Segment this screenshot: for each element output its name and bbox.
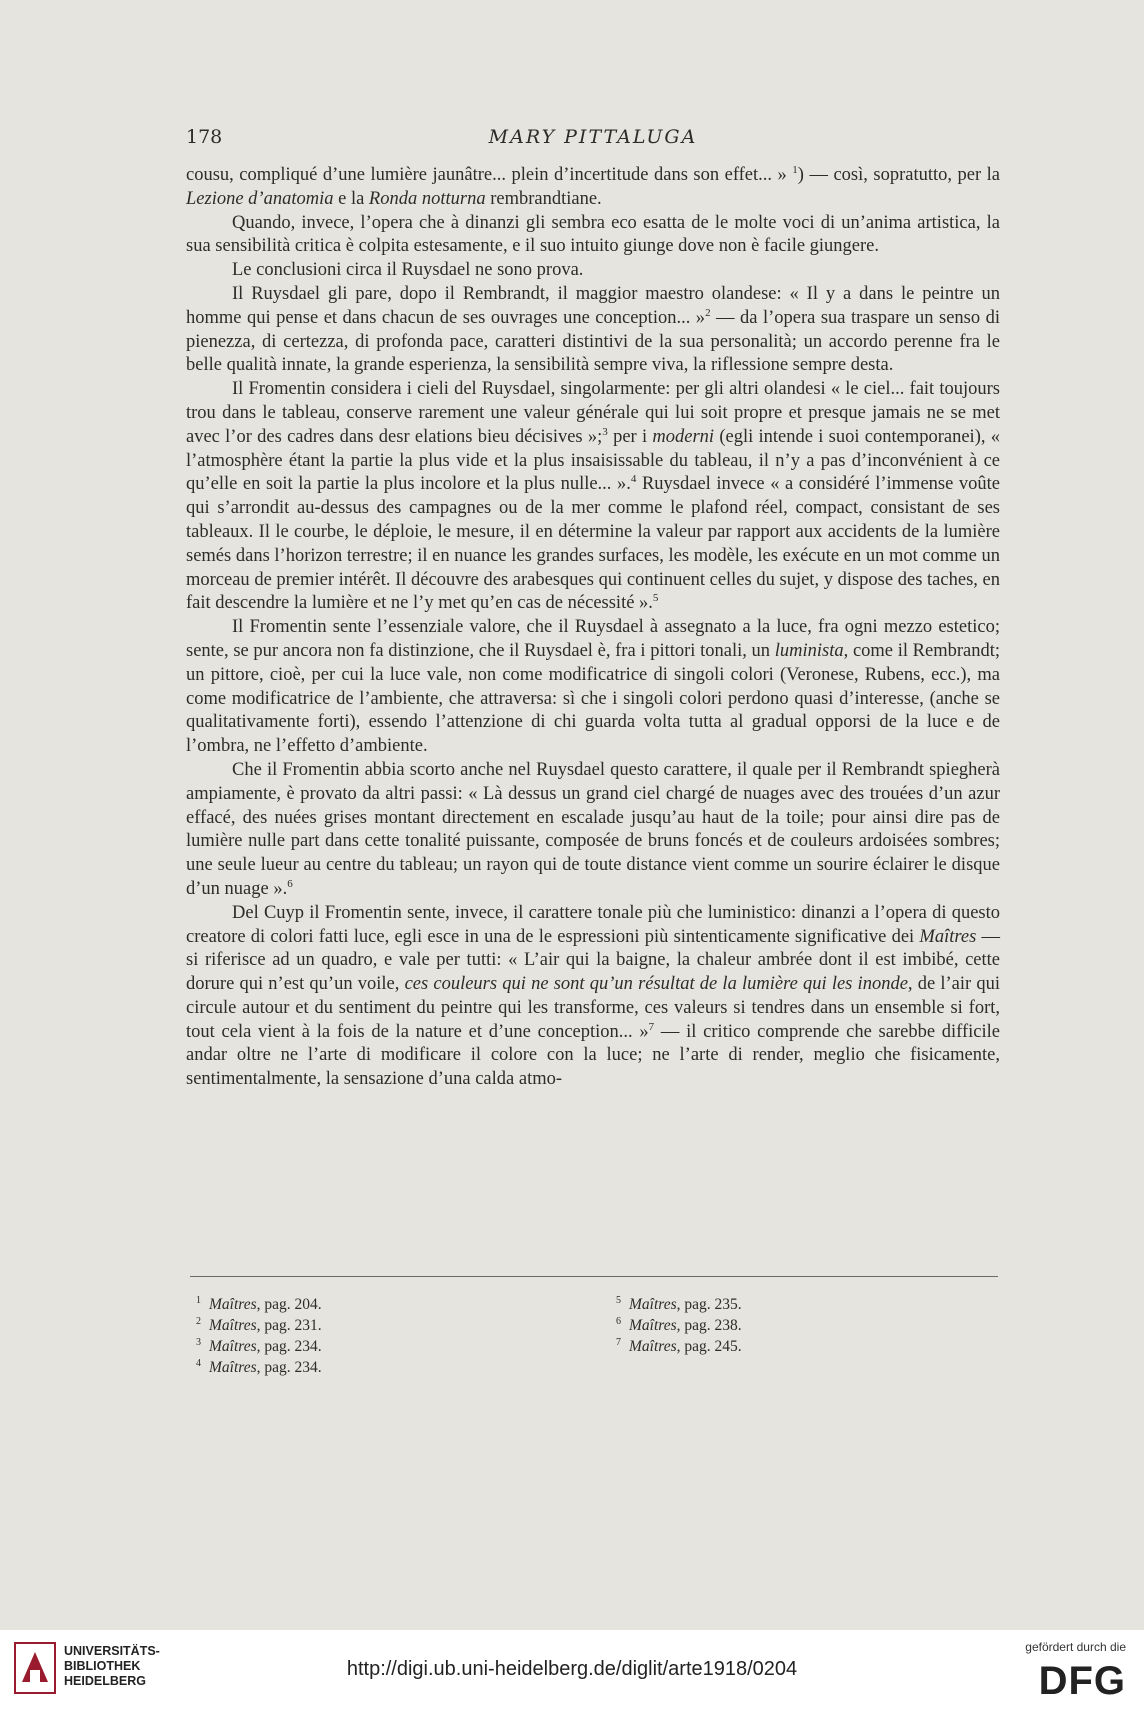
digitization-footer (0, 1630, 1144, 1713)
paragraph (186, 378, 1000, 616)
paragraph (186, 759, 1000, 902)
footnote-divider (190, 1276, 998, 1277)
dfg-logo: DFG (1038, 1659, 1126, 1703)
text-run: — si riferisce ad un quadro, e vale per tutti: « L’air qui la baigne, la chaleur ambrée dont il est imbibé, cette dorure qui n’est qu’un voile, (186, 926, 1001, 995)
footnote-source: Maîtres (629, 1317, 677, 1334)
body-text (186, 164, 1000, 1092)
funding-caption: gefördert durch die (1025, 1640, 1126, 1654)
footnote-number: 3 (196, 1336, 201, 1348)
footnote-ref: , pag. 235. (676, 1296, 742, 1313)
footnote-marker: 4 (630, 473, 637, 486)
footnote-source: Maîtres (209, 1338, 257, 1355)
page-number: 178 (186, 126, 223, 148)
footnote-ref: , pag. 204. (256, 1296, 322, 1313)
italic-text: Maîtres (919, 926, 977, 947)
text-run: de l’air qui circule autour et du sentiment du peintre qui les transforme, ces valeurs si tendres dans un ensemble si fort, tout cela vient à la fois de la nature et d’une conception... » (186, 974, 1000, 1042)
italic-text: luminista (774, 640, 844, 661)
footnote (196, 1294, 576, 1315)
footnote (616, 1315, 996, 1336)
paragraph (186, 283, 1000, 378)
text-run: , come il Rembrandt; un pittore, cioè, per cui la luce vale, non come modificatrice di singoli colori (Veronese, Rubens, ecc.), ma come modificatrice de l’ambiente, che attraversa: sì che i singoli colori perdono quasi d’interesse, (anche se qualitativamente forti), essendo l’attenzione di chi guarda volta tutta al gradual opporsi de la luce e de l’ombra, ne l’effetto d’ambiente. (186, 640, 1001, 757)
footnote-ref: , pag. 245. (676, 1338, 742, 1355)
footnote-marker: 2 (705, 306, 711, 319)
footnotes-right-column (616, 1294, 996, 1357)
footnote-ref: , pag. 231. (256, 1317, 322, 1334)
footnote-ref: , pag. 234. (256, 1359, 322, 1376)
text-run: Il Fromentin sente l’essenziale valore, che il Ruysdael à assegnato a la luce, fra ogni mezzo estetico; sente, se pur ancora non fa distinzione, che il Ruysdael è, fra i pittori tonali, un (186, 617, 1000, 661)
footnote (196, 1357, 576, 1378)
italic-text: ces couleurs qui ne sont qu’un résultat de la lumière qui les inonde, (404, 974, 913, 995)
text-run: Che il Fromentin abbia scorto anche nel Ruysdael questo carattere, il quale per il Rembrandt spiegherà ampiamente, è provato da altri passi: « Là dessus un grand ciel chargé de nuages avec des trouées d’un azur effacé, des nuées grises montant directement en escalade jusqu’au haut de la toile; pour ainsi dire pas de lumière nulle part dans cette tonalité puissante, composée de bruns foncés et de couleurs ardoisées sombres; une seule lueur au centre du tableau; un rayon qui de toute distance vient comme un sourire éclairer le disque d’un nuage ». (186, 759, 1000, 899)
footnote-number: 5 (616, 1294, 621, 1306)
paragraph (186, 164, 1000, 212)
italic-text: Lezione d’anatomia (186, 188, 334, 209)
footnote-marker: 6 (287, 877, 293, 890)
text-run: Ruysdael invece « a considéré l’immense voûte qui s’arrondit au-dessus des campagnes ou de la mer comme le plafond réel, compact, consistant de ses tableaux. Il le courbe, le déploie, le mesure, il en détermine la valeur par rapport aux accidents de la lumière semés dans l’horizon terrestre; il en nuance les grandes surfaces, les modèle, les exécute en un mot comme un morceau de premier intérêt. Il découvre des arabesques qui continuent celles du sujet, y dispose des taches, en fait descendre la lumière et ne l’y met qu’en cas de nécessité ». (186, 474, 1000, 614)
paragraph (186, 616, 1000, 759)
text-run: cousu, compliqué d’une lumière jaunâtre... plein d’incertitude dans son effet... » (186, 165, 793, 185)
text-run: Del Cuyp il Fromentin sente, invece, il carattere tonale più che luministico: dinanzi a l’opera di questo creatore di colori fatti luce, egli esce in una de le espressioni più sintenticamente significative dei (186, 902, 1000, 947)
text-run: — da l’opera sua traspare un senso di pienezza, di certezza, di profonda pace, caratteri distintivi de la sua personalità; un accordo perenne fra le belle qualità innate, la grande esperienza, la sensibilità sempre viva, la riflessione sempre desta. (186, 307, 1000, 376)
text-run: Il Ruysdael gli pare, dopo il Rembrandt, il maggior maestro olandese: « Il y a dans le peintre un homme qui pense et dans chacun de ses ouvrages une conception... » (186, 283, 1000, 328)
footnote-marker: 5 (652, 592, 659, 605)
footnote-source: Maîtres (209, 1296, 257, 1313)
footnote-ref: , pag. 234. (256, 1338, 322, 1355)
footnote (196, 1336, 576, 1357)
footnote-number: 7 (616, 1336, 621, 1348)
text-run: (egli intende i suoi contemporanei), « l’atmosphère étant la partie la plus vide et la plus insaisissable du tableau, il n’y a pas d’inconvénient à ce qu’elle en soit la partie la plus incolore et la plus nulle... ». (186, 426, 1001, 495)
paragraph (186, 259, 1000, 283)
footnote-marker: 1 (792, 163, 798, 176)
footnote (616, 1294, 996, 1315)
footnote-number: 1 (196, 1294, 201, 1306)
running-title: MARY PITTALUGA (488, 126, 698, 148)
footnote-source: Maîtres (209, 1359, 257, 1376)
text-run: Le conclusioni circa il Ruysdael ne sono prova. (232, 260, 584, 281)
source-url-link[interactable]: http://digi.ub.uni-heidelberg.de/diglit/arte1918/0204 (346, 1658, 798, 1680)
footnote-number: 6 (616, 1315, 621, 1327)
footnote-marker: 3 (602, 425, 608, 438)
paragraph (186, 212, 1000, 260)
text-run: per i (607, 426, 653, 447)
text-run: Il Fromentin considera i cieli del Ruysdael, singolarmente: per gli altri olandesi « le ciel... fait toujours trou dans le tableau, conserve rarement une valeur générale qui lui soit propre et presque jamais ne se met avec l’or des cadres dans desr elations bieu décisives »; (186, 379, 1000, 447)
footnote-marker: 7 (648, 1020, 655, 1033)
footnote-source: Maîtres (629, 1296, 677, 1313)
footnote (616, 1336, 996, 1357)
footnote (196, 1315, 576, 1336)
footnote-number: 2 (196, 1315, 201, 1327)
text-run: ) — così, sopratutto, per la (797, 165, 1000, 185)
italic-text: moderni (652, 426, 715, 447)
library-name: UNIVERSITÄTS- BIBLIOTHEK HEIDELBERG (64, 1644, 160, 1688)
paragraph (186, 902, 1000, 1092)
text-run: e la (333, 188, 369, 209)
text-run: Quando, invece, l’opera che à dinanzi gli sembra eco esatta de le molte voci di un’anima artistica, la sua sensibilità critica è colpita estesamente, e il suo intuito giunge dove non è facile giungere. (186, 212, 1000, 257)
text-run: rembrandtiane. (485, 188, 602, 209)
text-run: — il critico comprende che sarebbe difficile andar oltre ne l’arte di modificare il colore con la luce; ne l’arte di render, meglio che fisicamente, sentimentalmente, la sensazione d’una calda atmo- (186, 1021, 1001, 1090)
footnote-source: Maîtres (209, 1317, 257, 1334)
footnotes-left-column (196, 1294, 576, 1378)
footnote-source: Maîtres (629, 1338, 677, 1355)
footnote-number: 4 (196, 1357, 201, 1369)
italic-text: Ronda notturna (368, 188, 486, 209)
footnote-ref: , pag. 238. (676, 1317, 742, 1334)
page-header (186, 126, 1000, 150)
